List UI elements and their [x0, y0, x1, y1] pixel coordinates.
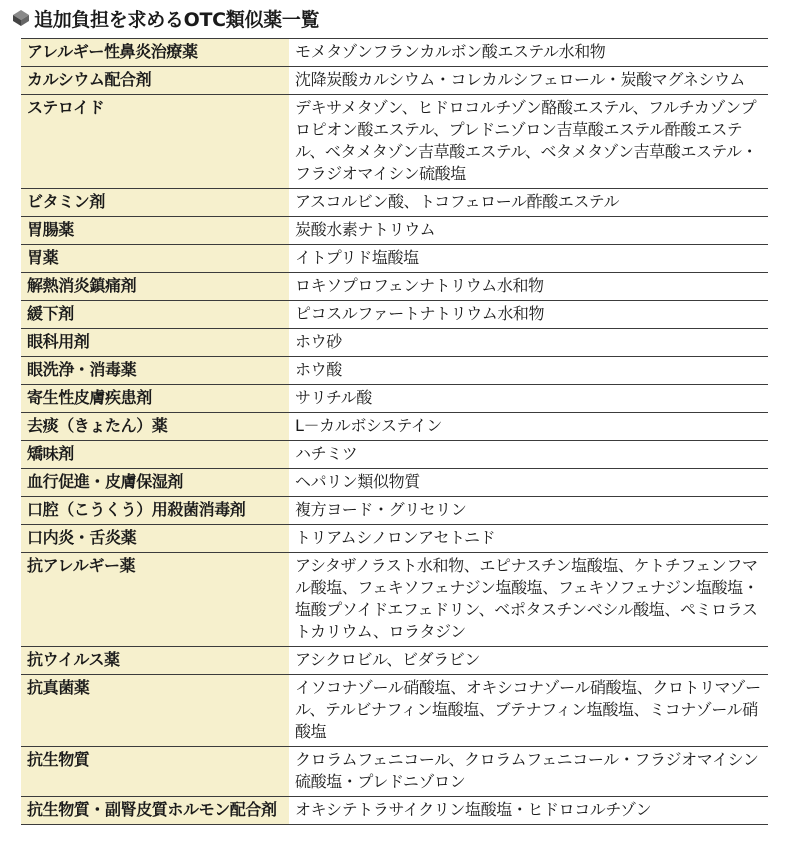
- substance-cell: 沈降炭酸カルシウム・コレカルシフェロール・炭酸マグネシウム: [289, 67, 768, 95]
- category-cell: 抗真菌薬: [21, 675, 289, 747]
- table-row: [21, 747, 768, 797]
- substance-cell: ホウ砂: [289, 329, 768, 357]
- drug-table-body: [21, 39, 768, 825]
- category-cell: 解熱消炎鎮痛剤: [21, 273, 289, 301]
- substance-cell: ホウ酸: [289, 357, 768, 385]
- substance-cell: サリチル酸: [289, 385, 768, 413]
- substance-cell: イソコナゾール硝酸塩、オキシコナゾール硝酸塩、クロトリマゾール、テルビナフィン塩酸塩、ブテナフィン塩酸塩、ミコナゾール硝酸塩: [289, 675, 768, 747]
- table-row: [21, 675, 768, 747]
- category-cell: ビタミン剤: [21, 189, 289, 217]
- table-row: [21, 385, 768, 413]
- category-cell: 矯味剤: [21, 441, 289, 469]
- table-row: [21, 67, 768, 95]
- category-cell: 胃薬: [21, 245, 289, 273]
- substance-cell: ハチミツ: [289, 441, 768, 469]
- table-row: [21, 301, 768, 329]
- category-cell: 抗ウイルス薬: [21, 647, 289, 675]
- table-row: [21, 95, 768, 189]
- table-row: [21, 497, 768, 525]
- table-row: [21, 217, 768, 245]
- substance-cell: モメタゾンフランカルボン酸エステル水和物: [289, 39, 768, 67]
- table-row: [21, 357, 768, 385]
- substance-cell: イトプリド塩酸塩: [289, 245, 768, 273]
- table-row: [21, 245, 768, 273]
- substance-cell: トリアムシノロンアセトニド: [289, 525, 768, 553]
- category-cell: ステロイド: [21, 95, 289, 189]
- substance-cell: アシクロビル、ビダラビン: [289, 647, 768, 675]
- category-cell: アレルギー性鼻炎治療薬: [21, 39, 289, 67]
- substance-cell: オキシテトラサイクリン塩酸塩・ヒドロコルチゾン: [289, 797, 768, 825]
- substance-cell: 炭酸水素ナトリウム: [289, 217, 768, 245]
- table-row: [21, 469, 768, 497]
- table-row: [21, 413, 768, 441]
- substance-cell: ピコスルファートナトリウム水和物: [289, 301, 768, 329]
- category-cell: 口腔（こうくう）用殺菌消毒剤: [21, 497, 289, 525]
- substance-cell: アシタザノラスト水和物、エピナスチン塩酸塩、ケトチフェンフマル酸塩、フェキソフェナジン塩酸塩、フェキソフェナジン塩酸塩・塩酸プソイドエフェドリン、ベポタスチンベシル酸塩、ペミロラストカリウム、ロラタジン: [289, 553, 768, 647]
- substance-cell: L－カルボシステイン: [289, 413, 768, 441]
- substance-cell: ヘパリン類似物質: [289, 469, 768, 497]
- table-row: [21, 273, 768, 301]
- page-title: 追加負担を求めるOTC類似薬一覧: [34, 8, 320, 31]
- category-cell: カルシウム配合剤: [21, 67, 289, 95]
- table-row: [21, 39, 768, 67]
- table-row: [21, 329, 768, 357]
- category-cell: 口内炎・舌炎薬: [21, 525, 289, 553]
- category-cell: 寄生性皮膚疾患剤: [21, 385, 289, 413]
- category-cell: 胃腸薬: [21, 217, 289, 245]
- category-cell: 去痰（きょたん）薬: [21, 413, 289, 441]
- drug-table: [21, 38, 768, 825]
- category-cell: 抗生物質: [21, 747, 289, 797]
- substance-cell: クロラムフェニコール、クロラムフェニコール・フラジオマイシン硫酸塩・プレドニゾロン: [289, 747, 768, 797]
- category-cell: 抗アレルギー薬: [21, 553, 289, 647]
- category-cell: 血行促進・皮膚保湿剤: [21, 469, 289, 497]
- title-bar: [10, 0, 319, 36]
- table-row: [21, 441, 768, 469]
- table-row: [21, 797, 768, 825]
- category-cell: 眼科用剤: [21, 329, 289, 357]
- category-cell: 眼洗浄・消毒薬: [21, 357, 289, 385]
- substance-cell: デキサメタゾン、ヒドロコルチゾン酪酸エステル、フルチカゾンプロピオン酸エステル、プレドニゾロン吉草酸エステル酢酸エステル、ベタメタゾン吉草酸エステル、ベタメタゾン吉草酸エステル・フラジオマイシン硫酸塩: [289, 95, 768, 189]
- category-cell: 抗生物質・副腎皮質ホルモン配合剤: [21, 797, 289, 825]
- substance-cell: アスコルビン酸、トコフェロール酢酸エステル: [289, 189, 768, 217]
- diamond-bullet-icon: [10, 7, 32, 29]
- table-row: [21, 647, 768, 675]
- substance-cell: ロキソプロフェンナトリウム水和物: [289, 273, 768, 301]
- table-row: [21, 189, 768, 217]
- category-cell: 緩下剤: [21, 301, 289, 329]
- substance-cell: 複方ヨード・グリセリン: [289, 497, 768, 525]
- table-row: [21, 553, 768, 647]
- table-row: [21, 525, 768, 553]
